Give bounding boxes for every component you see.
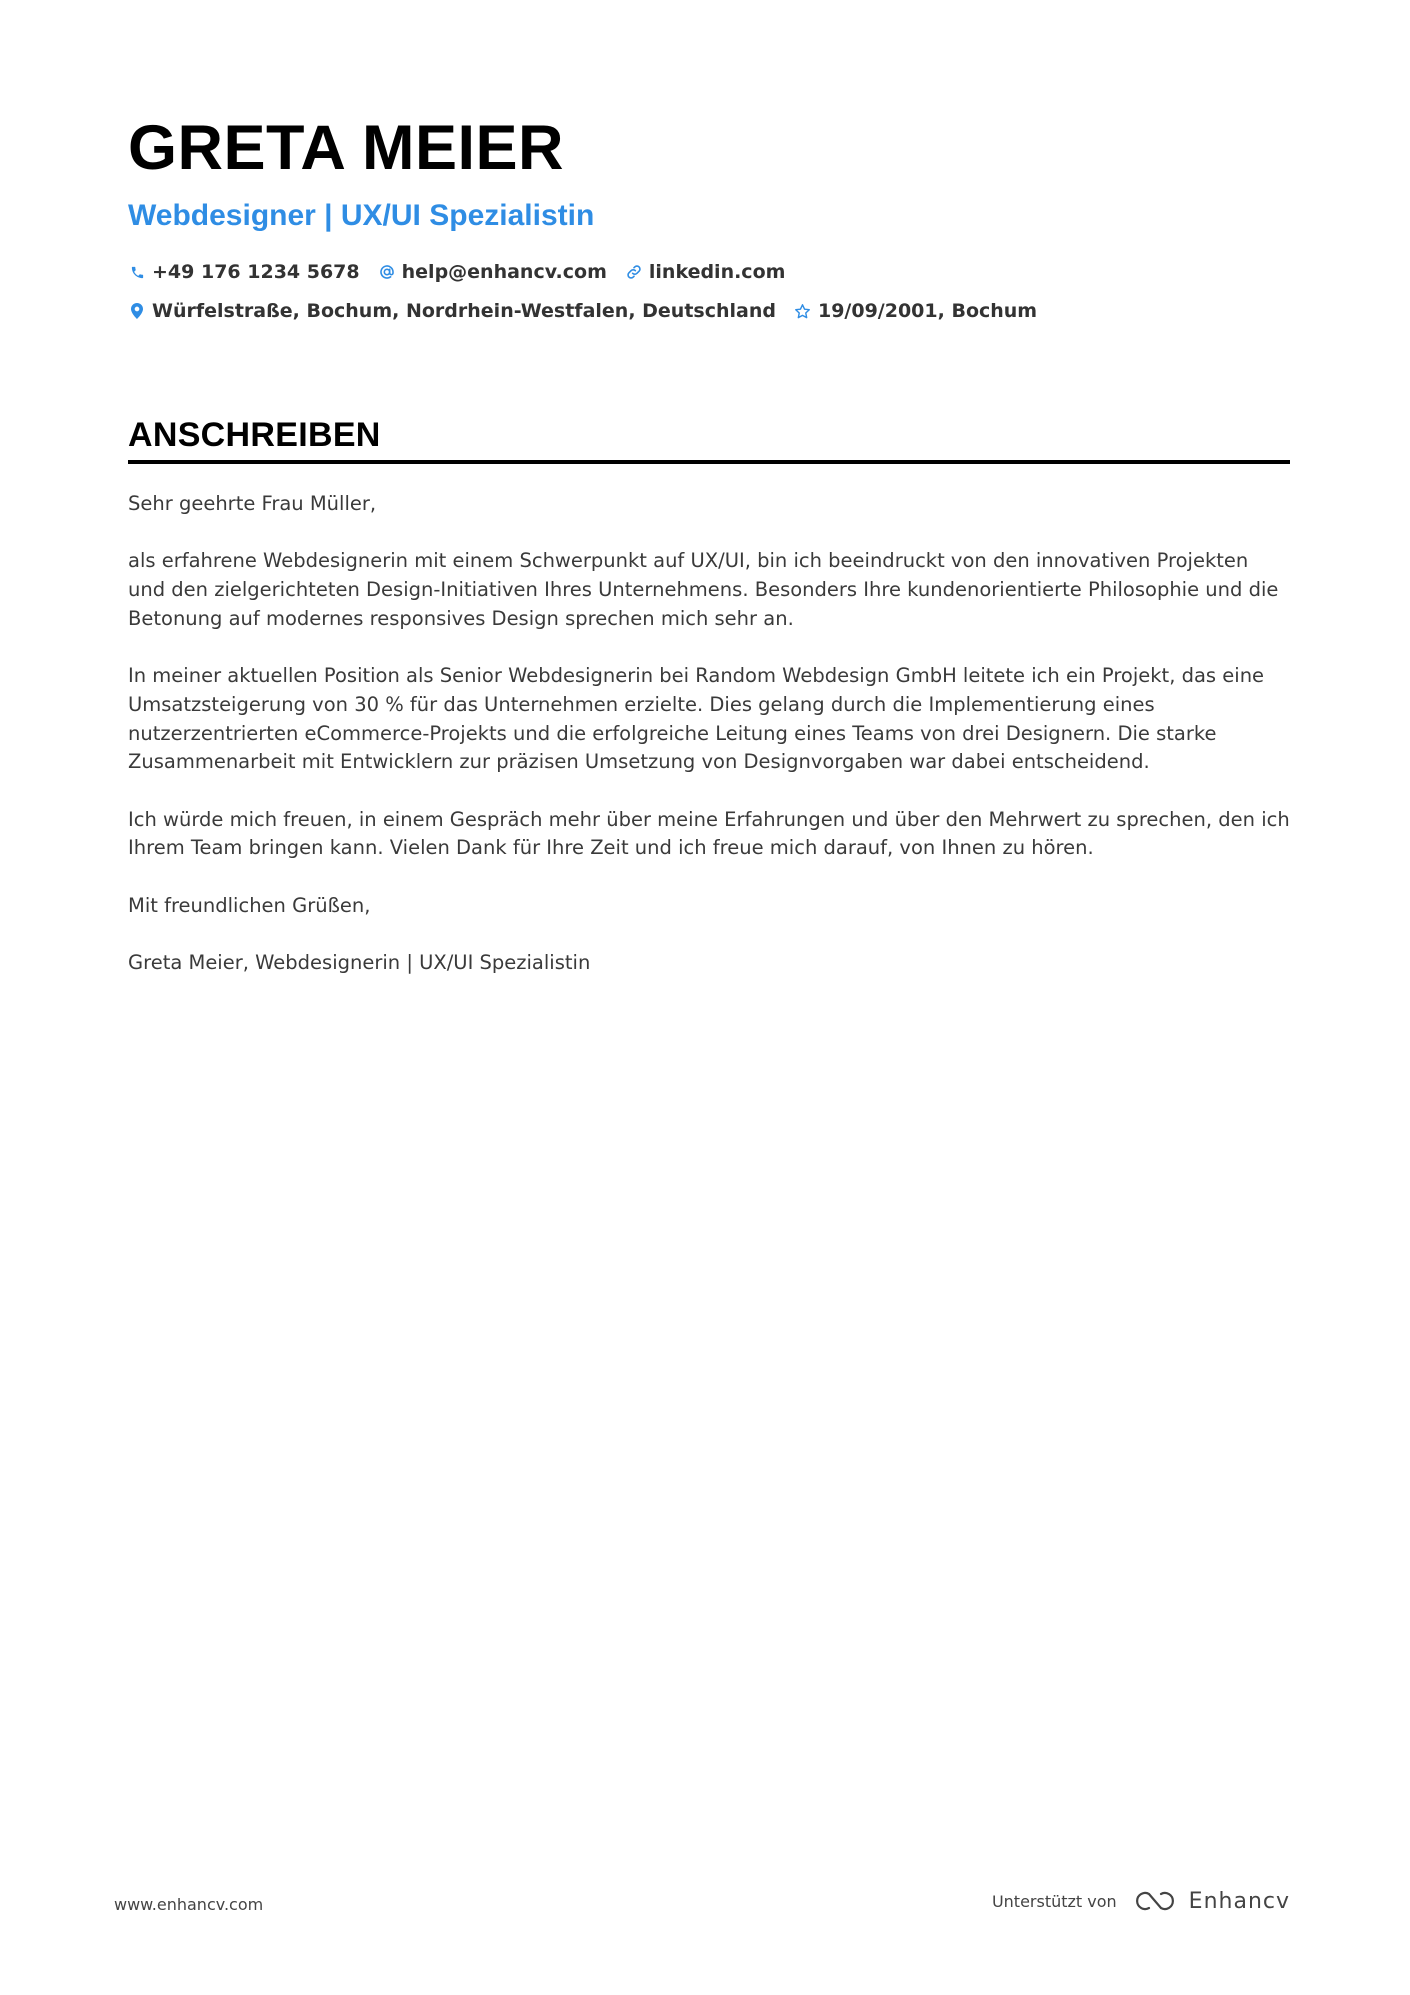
contact-birth [794, 300, 1037, 322]
enhancv-brand: Enhancv [1188, 1888, 1290, 1914]
phone-icon [128, 263, 146, 281]
letter-closing: Mit freundlichen Grüßen, [128, 893, 371, 917]
contact-linkedin-text: linkedin.com [648, 261, 786, 283]
contact-phone-text: +49 176 1234 5678 [152, 261, 360, 283]
letter-paragraph: als erfahrene Webdesignerin mit einem Schwerpunkt auf UX/UI, bin ich beeindruckt von den innovativen Projekten und den zielgerichteten Design-Initiativen Ihres Unternehmens. Besonders Ihre kundenorientierte Philosophie und die Betonung auf modernes responsives Design sprechen mich sehr an. [128, 549, 1279, 630]
contact-row-1 [128, 257, 1290, 287]
contact-block [128, 257, 1290, 326]
link-icon [625, 263, 643, 281]
contact-address [128, 300, 776, 322]
contact-address-text: Würfelstraße, Bochum, Nordrhein-Westfalen, Deutschland [152, 300, 776, 322]
letter-signature: Greta Meier, Webdesignerin | UX/UI Spezialistin [128, 951, 591, 975]
contact-email[interactable] [378, 261, 607, 283]
location-pin-icon [128, 302, 146, 320]
enhancv-logo-icon [1129, 1888, 1177, 1914]
letter-paragraph: In meiner aktuellen Position als Senior Webdesignerin bei Random Webdesign GmbH leitete ich ein Projekt, das eine Umsatzsteigerung von 30 % für das Unternehmen erzielte. Dies gelang durch die Implementierung eines nutzerzentrierten eCommerce-Projekts und die erfolgreiche Leitung eines Teams von drei Designern. Die starke Zusammenarbeit mit Entwicklern zur präzisen Umsetzung von Designvorgaben war dabei entscheidend. [128, 664, 1265, 774]
at-icon [378, 263, 396, 281]
contact-phone [128, 261, 360, 283]
letter-salutation: Sehr geehrte Frau Müller, [128, 492, 377, 515]
footer-powered-by [992, 1888, 1290, 1914]
letter-paragraph: Ich würde mich freuen, in einem Gespräch mehr über meine Erfahrungen und über den Mehrwert zu sprechen, den ich Ihrem Team bringen kann. Vielen Dank für Ihre Zeit und ich freue mich darauf, von Ihnen zu hören. [128, 807, 1290, 860]
contact-linkedin[interactable] [625, 261, 786, 283]
applicant-name: GRETA MEIER [128, 113, 565, 183]
star-icon [794, 302, 812, 320]
contact-row-2 [128, 296, 1290, 326]
powered-by-label: Unterstützt von [991, 1891, 1117, 1911]
letter-body [128, 490, 1290, 978]
section-title: ANSCHREIBEN [128, 416, 381, 454]
section-divider [128, 460, 1290, 464]
footer-website[interactable]: www.enhancv.com [114, 1895, 264, 1914]
cover-letter-page [128, 110, 1290, 1007]
contact-email-text: help@enhancv.com [401, 261, 607, 283]
contact-birth-text: 19/09/2001, Bochum [817, 300, 1038, 322]
applicant-title: Webdesigner | UX/UI Spezialistin [128, 199, 595, 232]
